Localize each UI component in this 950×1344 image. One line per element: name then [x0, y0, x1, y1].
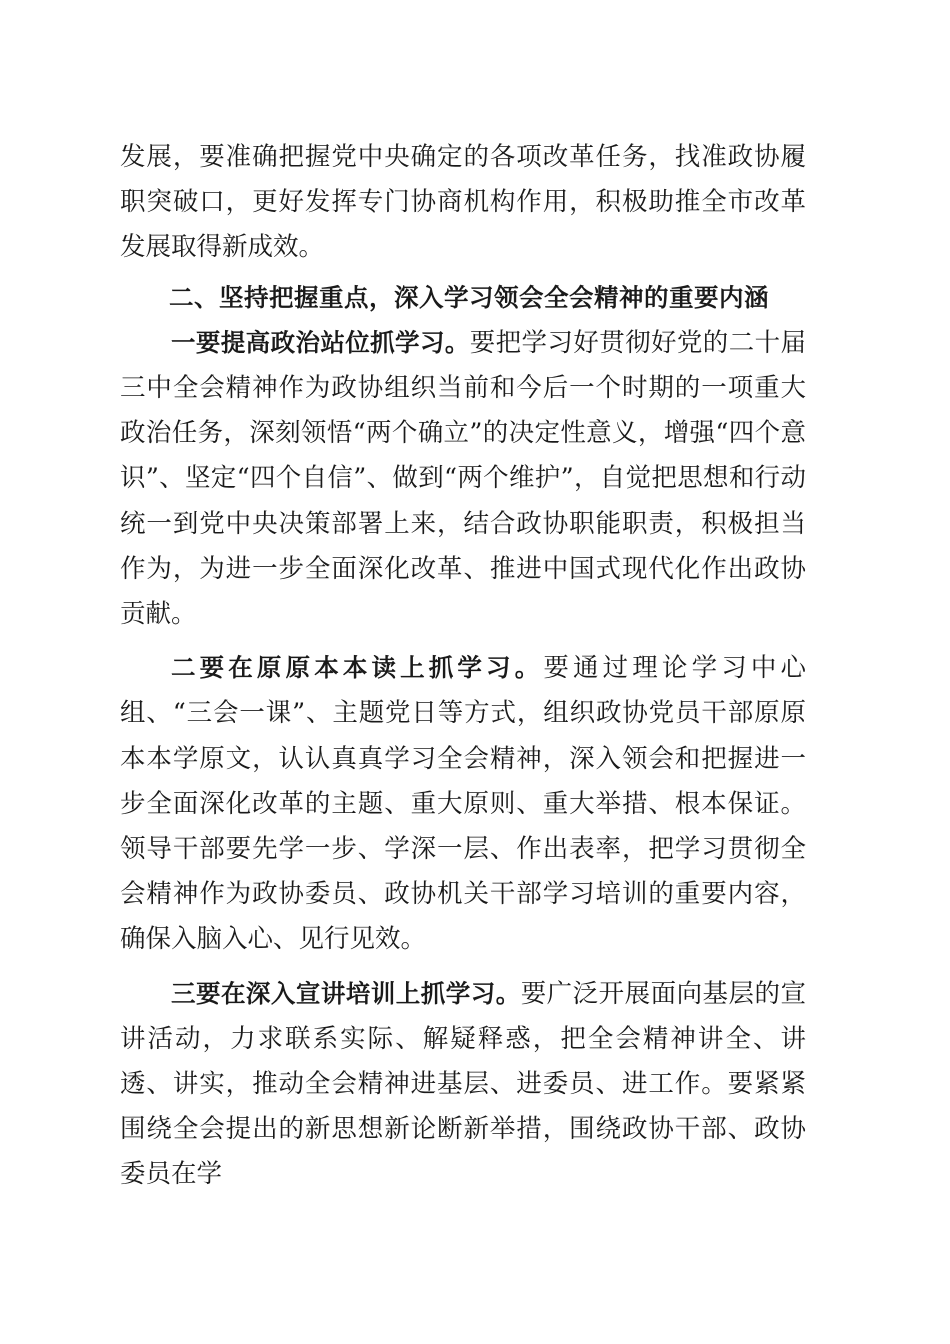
paragraph-point-one [120, 320, 806, 637]
paragraph-text: 发展，要准确把握党中央确定的各项改革任务，找准政协履职突破口，更好发挥专门协商机构作用，积极助推全市改革发展取得新成效。 [120, 142, 806, 263]
paragraph-text: 要广泛开展面向基层的宣讲活动，力求联系实际、解疑释惑，把全会精神讲全、讲透、讲实，推动全会精神进基层、进委员、进工作。要紧紧围绕全会提出的新思想新论断新举措，围绕政协干部、政协委员在学 [120, 978, 806, 1190]
paragraph-lead: 一要提高政治站位抓学习。 [171, 327, 470, 357]
paragraph-text: 要通过理论学习中心组、“三会一课”、主题党日等方式，组织政协党员干部原原本本学原文，认认真真学习全会精神，深入领会和把握进一步全面深化改革的主题、重大原则、重大举措、根本保证。领导干部要先学一步、学深一层、作出表率，把学习贯彻全会精神作为政协委员、政协机关干部学习培训的重要内容，确保入脑入心、见行见效。 [120, 653, 806, 955]
paragraph-point-two [120, 645, 806, 962]
paragraph-lead: 二要在原原本本读上抓学习。 [171, 653, 544, 683]
paragraph-continued-intro [120, 135, 806, 271]
paragraph-lead: 三要在深入宣讲培训上抓学习。 [171, 978, 521, 1008]
paragraph-point-three [120, 971, 806, 1198]
section-heading-text: 二、坚持把握重点，深入学习领会全会精神的重要内涵 [169, 282, 769, 312]
document-page [120, 135, 806, 1198]
paragraph-text: 要把学习好贯彻好党的二十届三中全会精神作为政协组织当前和今后一个时期的一项重大政治任务，深刻领悟“两个确立”的决定性意义，增强“四个意识”、坚定“四个自信”、做到“两个维护”，自觉把思想和行动统一到党中央决策部署上来，结合政协职能职责，积极担当作为，为进一步全面深化改革、推进中国式现代化作出政协贡献。 [120, 327, 806, 630]
section-heading [120, 275, 806, 320]
